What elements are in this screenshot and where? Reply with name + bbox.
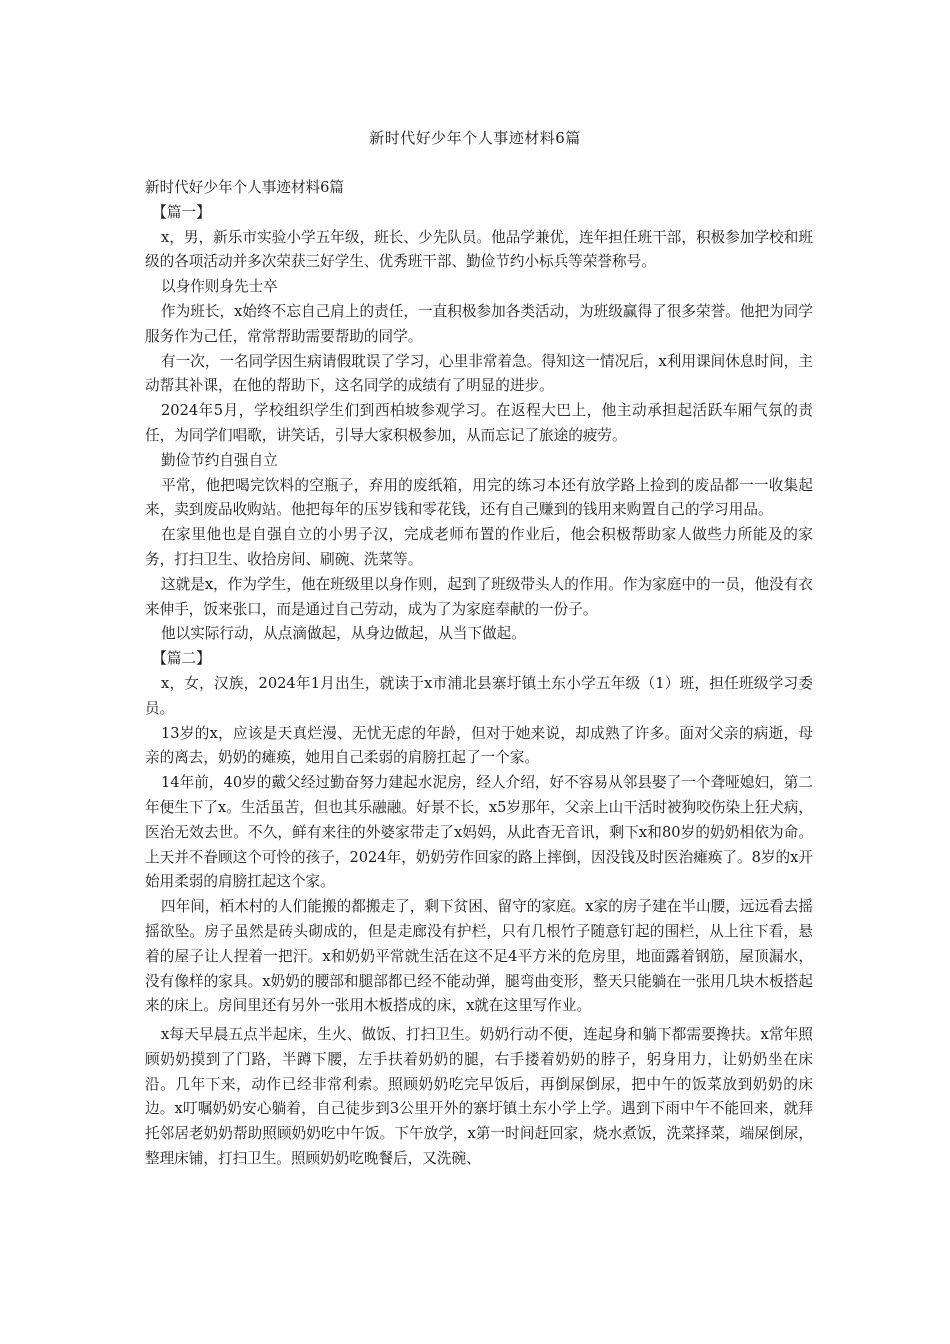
body-paragraph: 14年前，40岁的戴父经过勤奋努力建起水泥房，经人介绍，好不容易从邻县娶了一个聋哑媳妇，第二年便生下了x。生活虽苦，但也其乐融融。好景不长，x5岁那年，父亲上山干活时被狗咬伤染上狂犬病，医治无效去世。不久，鲜有来往的外婆家带走了x妈妈，从此杳无音讯，剩下x和80岁的奶奶相依为命。上天并不眷顾这个可怜的孩子，2024年，奶奶劳作回家的路上摔倒，因没钱及时医治瘫痪了。8岁的x开始用柔弱的肩膀扛起这个家。 bbox=[145, 774, 813, 891]
body-paragraph: 有一次，一名同学因生病请假耽误了学习，心里非常着急。得知这一情况后，x利用课间休息时间，主动帮其补课，在他的帮助下，这名同学的成绩有了明显的进步。 bbox=[145, 352, 813, 395]
body-paragraph: 作为班长，x始终不忘自己肩上的责任，一直积极参加各类活动，为班级赢得了很多荣誉。他把为同学服务作为己任，常常帮助需要帮助的同学。 bbox=[145, 302, 813, 345]
body-paragraph: 在家里他也是自强自立的小男子汉，完成老师布置的作业后，他会积极帮助家人做些力所能及的家务，打扫卫生、收拾房间、刷碗、洗菜等。 bbox=[145, 526, 813, 568]
body-paragraph: 四年间，栢木村的人们能搬的都搬走了，剩下贫困、留守的家庭。x家的房子建在半山腰，远远看去摇摇欲坠。房子虽然是砖头砌成的，但是走廊没有护栏，只有几根竹子随意钉起的围栏，从上往下看，悬着的屋子让人捏着一把汗。x和奶奶平常就生活在这不足4平方米的危房里，地面露着钢筋，屋顶漏水，没有像样的家具。x奶奶的腰部和腿部都已经不能动弹，腿弯曲变形，整天只能躺在一张用几块木板搭起来的床上。房间里还有另外一张用木板搭成的床，x就在这里写作业。 bbox=[145, 898, 813, 1015]
document-blocks bbox=[145, 201, 813, 1172]
body-paragraph: x，女，汉族，2024年1月出生，就读于x市浦北县寨圩镇土东小学五年级（1）班，担任班级学习委员。 bbox=[145, 674, 813, 717]
section-heading: 【篇一】 bbox=[145, 203, 211, 221]
subsection-heading: 勤俭节约自强自立 bbox=[161, 451, 278, 469]
section-heading: 【篇二】 bbox=[145, 650, 211, 668]
subsection-heading: 以身作则身先士卒 bbox=[161, 278, 278, 296]
body-paragraph: 平常，他把喝完饮料的空瓶子，弃用的废纸箱，用完的练习本还有放学路上捡到的废品都一一收集起来，卖到废品收购站。他把每年的压岁钱和零花钱，还有自己赚到的钱用来购置自己的学习用品。 bbox=[145, 476, 813, 519]
body-paragraph: 13岁的x，应该是天真烂漫、无忧无虑的年龄，但对于她来说，却成熟了许多。面对父亲的病逝，母亲的离去，奶奶的瘫痪，她用自己柔弱的肩膀扛起了一个家。 bbox=[145, 724, 813, 767]
document-subtitle: 新时代好少年个人事迹材料6篇 bbox=[145, 179, 345, 196]
body-paragraph: 他以实际行动，从点滴做起，从身边做起，从当下做起。 bbox=[161, 625, 526, 643]
document-body bbox=[145, 176, 813, 1172]
document-title: 新时代好少年个人事迹材料6篇 bbox=[369, 129, 581, 147]
body-paragraph: x每天早晨五点半起床，生火、做饭、打扫卫生。奶奶行动不便，连起身和躺下都需要搀扶。x常年照顾奶奶摸到了门路，半蹲下腰，左手扶着奶奶的腿，右手搂着奶奶的脖子，躬身用力，让奶奶坐在床沿。几年下来，动作已经非常利索。照顾奶奶吃完早饭后，再倒屎倒尿，把中午的饭菜放到奶奶的床边。x叮嘱奶奶安心躺着，自己徒步到3公里开外的寨圩镇土东小学上学。遇到下雨中午不能回来，就拜托邻居老奶奶帮助照顾奶奶吃中午饭。下午放学，x第一时间赶回家，烧水煮饭，洗菜择菜，端屎倒尿，整理床铺，打扫卫生。照顾奶奶吃晚餐后，又洗碗、 bbox=[145, 1026, 813, 1168]
body-paragraph: 2024年5月，学校组织学生们到西柏坡参观学习。在返程大巴上，他主动承担起活跃车厢气氛的责任，为同学们唱歌，讲笑话，引导大家积极参加，从而忘记了旅途的疲劳。 bbox=[145, 402, 813, 444]
body-paragraph: 这就是x，作为学生，他在班级里以身作则，起到了班级带头人的作用。作为家庭中的一员，他没有衣来伸手，饭来张口，而是通过自己劳动，成为了为家庭奉献的一份子。 bbox=[145, 575, 813, 618]
body-paragraph: x，男，新乐市实验小学五年级，班长、少先队员。他品学兼优，连年担任班干部，积极参加学校和班级的各项活动并多次荣获三好学生、优秀班干部、勤俭节约小标兵等荣誉称号。 bbox=[145, 228, 813, 271]
